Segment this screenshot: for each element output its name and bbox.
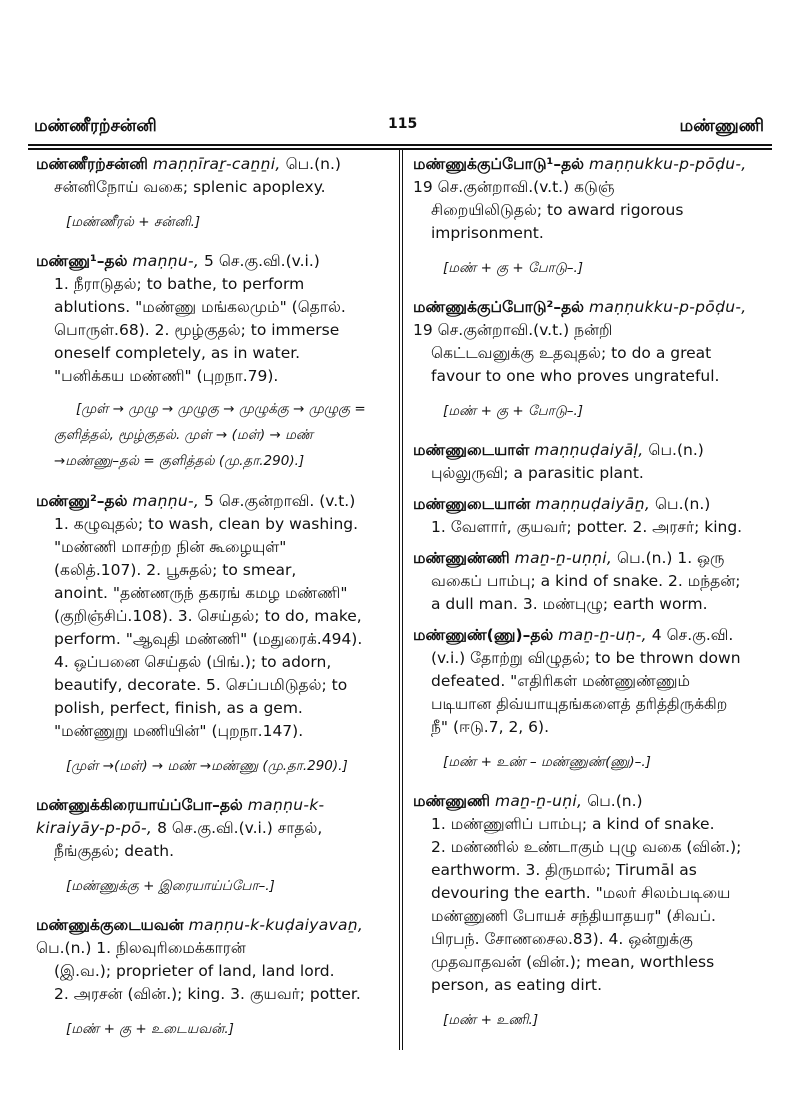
part-of-speech: 19 செ.குன்றாவி.(v.t.) கடுஞ் — [413, 178, 615, 196]
definition-line: favour to one who proves ungrateful. — [431, 367, 720, 385]
entry-head-line — [413, 493, 765, 516]
definition-line: 1. கழுவுதல்; to wash, clean by washing. — [54, 515, 359, 533]
part-of-speech: பெ.(n.) — [587, 792, 643, 810]
definition-line: "பனிக்கய மண்ணி" (புறநா.79). — [54, 367, 279, 385]
dictionary-entry — [36, 153, 388, 199]
entry-head-line — [413, 153, 765, 199]
etymology: [மண் + உண் – மண்ணுண்(ணு)–.] — [443, 754, 651, 770]
definition-line: 2. மண்ணில் உண்டாகும் புழு வகை (வின்.); — [431, 838, 742, 856]
definition-line: நீ" (ஈடு.7, 2, 6). — [431, 718, 549, 736]
part-of-speech: பெ.(n.) — [648, 441, 704, 459]
transliteration: maṇṇukku-p-pōḍu-, — [589, 298, 747, 316]
part-of-speech: பெ.(n.) 1. ஒரு — [617, 549, 725, 567]
dictionary-entry — [413, 296, 765, 388]
definition-line: (v.i.) தோற்று விழுதல்; to be thrown down — [431, 649, 741, 667]
headword: மண்ணுடையான் — [413, 495, 531, 513]
definition-line: polish, perfect, finish, as a gem. — [54, 699, 303, 717]
definition-line: 1. மண்ணுளிப் பாம்பு; a kind of snake. — [431, 815, 715, 833]
header-right-guideword: மண்ணுணி — [679, 116, 764, 136]
part-of-speech: 8 செ.கு.வி.(v.i.) சாதல், — [157, 819, 323, 837]
definition-line: oneself completely, as in water. — [54, 344, 301, 362]
transliteration: maṇṇu-, — [132, 252, 200, 270]
dictionary-entry — [36, 250, 388, 388]
definition-line: 1. வேளார், குயவர்; potter. 2. அரசர்; king. — [431, 518, 743, 536]
part-of-speech: 5 செ.கு.வி.(v.i.) — [204, 252, 320, 270]
definition-line: perform. "ஆவுதி மண்ணி" (மதுரைக்.494). — [54, 630, 363, 648]
definition-line: 1. நீராடுதல்; to bathe, to perform — [54, 275, 305, 293]
headword: மண்ணுணி — [413, 792, 491, 810]
definition-line: முதவாதவன் (வின்.); mean, worthless — [431, 953, 715, 971]
transliteration: maṇṇu-k-kiraiyāy-p-pō-, — [36, 796, 325, 837]
definition-line: 4. ஒப்பனை செய்தல் (பிங்.); to adorn, — [54, 653, 332, 671]
part-of-speech: 5 செ.குன்றாவி. (v.t.) — [204, 492, 356, 510]
etymology: [முள் →(மள்) → மண் →மண்ணு (மு.தா.290).] — [66, 758, 348, 774]
part-of-speech: பெ.(n.) — [654, 495, 711, 513]
headword: மண்ணுண்ணி — [413, 549, 510, 567]
headword: மண்ணு¹–தல் — [36, 252, 128, 270]
definition-line: (கலித்.107). 2. பூசுதல்; to smear, — [54, 561, 297, 579]
headword: மண்ணுண்(ணு)–தல் — [413, 626, 554, 644]
definition-line: devouring the earth. "மலர் சிலம்படியை — [431, 884, 731, 902]
left-column — [36, 153, 388, 1057]
definition-line: நீங்குதல்; death. — [54, 842, 175, 860]
definition-line: சிறையிலிடுதல்; to award rigorous — [431, 201, 684, 219]
entry-head-line — [36, 250, 388, 273]
etymology: [மண்ணீரல் + சன்னி.] — [66, 214, 201, 230]
headword: மண்ணீரற்சன்னி — [36, 155, 148, 173]
dictionary-entry — [36, 914, 388, 1006]
dictionary-entry — [36, 490, 388, 743]
part-of-speech: 4 செ.கு.வி. — [651, 626, 734, 644]
definition-line: (குறிஞ்சிப்.108). 3. செய்தல்; to do, make, — [54, 607, 362, 625]
etymology-line: குளித்தல், மூழ்குதல். முள் → (மள்) → மண் — [54, 427, 314, 443]
headword: மண்ணுக்கிரையாய்ப்போ–தல் — [36, 796, 243, 814]
right-column — [413, 153, 765, 1048]
headword: மண்ணுக்குடையவன் — [36, 916, 184, 934]
etymology-line: [முள் → முழு → முழுகு → முழுக்கு → முழுகு = — [76, 401, 366, 417]
page-header — [0, 108, 800, 148]
transliteration: maṇṇuḍaiyāḷ, — [534, 441, 644, 459]
headword: மண்ணுடையாள் — [413, 441, 530, 459]
definition-line: "மண்ணுறு மணியின்" (புறநா.147). — [54, 722, 304, 740]
etymology: [மண் + கு + போடு–.] — [443, 403, 584, 419]
transliteration: maṇṇu-, — [132, 492, 200, 510]
dictionary-entry — [36, 794, 388, 863]
part-of-speech: பெ.(n.) 1. நிலவுரிமைக்காரன் — [36, 939, 246, 957]
definition-line: பிரபந். சோணசைல.83). 4. ஒன்றுக்கு — [431, 930, 693, 948]
headword: மண்ணு²–தல் — [36, 492, 128, 510]
part-of-speech: பெ.(n.) — [285, 155, 341, 173]
definition-line: படியான திவ்யாயுதங்களைத் தரித்திருக்கிற — [431, 695, 728, 713]
headword: மண்ணுக்குப்போடு¹–தல் — [413, 155, 585, 173]
definition-line: beautify, decorate. 5. செப்பமிடுதல்; to — [54, 676, 348, 694]
transliteration: maṇṇīraṟ-caṉṉi, — [152, 155, 281, 173]
definition-line: a dull man. 3. மண்புழு; earth worm. — [431, 595, 708, 613]
definition-line: மண்ணுணி போயச் சந்தியாதயர" (சிவப். — [431, 907, 716, 925]
entry-head-line — [413, 296, 765, 342]
definition-line: வகைப் பாம்பு; a kind of snake. 2. மந்தன்; — [431, 572, 741, 590]
dictionary-entry — [413, 547, 765, 616]
header-left-guideword: மண்ணீரற்சன்னி — [34, 116, 157, 136]
definition-line: ablutions. "மண்ணு மங்கலமும்" (தொல். — [54, 298, 346, 316]
etymology: [மண் + கு + போடு–.] — [443, 260, 584, 276]
etymology — [36, 396, 388, 474]
dictionary-entry — [413, 153, 765, 245]
entry-head-line — [413, 439, 765, 462]
header-rule — [28, 144, 772, 146]
dictionary-entry — [413, 790, 765, 997]
definition-line: imprisonment. — [431, 224, 544, 242]
entry-head-line — [36, 794, 388, 840]
transliteration: maṇṇukku-p-pōḍu-, — [589, 155, 747, 173]
transliteration: maṉ-ṉ-uṇ-, — [558, 626, 647, 644]
entry-head-line — [413, 790, 765, 813]
definition-line: சன்னிநோய் வகை; splenic apoplexy. — [54, 178, 326, 196]
transliteration: maṉ-ṉ-uṇi, — [494, 792, 583, 810]
headword: மண்ணுக்குப்போடு²–தல் — [413, 298, 585, 316]
transliteration: maṉ-ṉ-uṇṇi, — [514, 549, 613, 567]
entry-head-line — [36, 490, 388, 513]
part-of-speech: 19 செ.குன்றாவி.(v.t.) நன்றி — [413, 321, 613, 339]
etymology: [மண் + கு + உடையவன்.] — [66, 1021, 234, 1037]
column-divider — [399, 150, 403, 1050]
definition-line: (இ.வ.); proprieter of land, land lord. — [54, 962, 335, 980]
definition-line: person, as eating dirt. — [431, 976, 603, 994]
definition-line: 2. அரசன் (வின்.); king. 3. குயவர்; potter. — [54, 985, 361, 1003]
definition-line: defeated. "எதிரிகள் மண்ணுண்ணும் — [431, 672, 690, 690]
etymology-line: →மண்ணு–தல் = குளித்தல் (மு.தா.290).] — [54, 453, 305, 469]
definition-line: anoint. "தண்ணருந் தகரங் கமழ மண்ணி" — [54, 584, 348, 602]
definition-line: "மண்ணி மாசற்ற நின் கூழையுள்" — [54, 538, 287, 556]
entry-head-line — [413, 547, 765, 570]
definition-line: புல்லுருவி; a parasitic plant. — [431, 464, 644, 482]
etymology: [மண் + உணி.] — [443, 1012, 539, 1028]
etymology: [மண்ணுக்கு + இரையாய்ப்போ–.] — [66, 878, 275, 894]
definition-line: கெட்டவனுக்கு உதவுதல்; to do a great — [431, 344, 712, 362]
transliteration: maṇṇuḍaiyāṉ, — [535, 495, 651, 513]
transliteration: maṇṇu-k-kuḍaiyavaṉ, — [188, 916, 364, 934]
definition-line: பொருள்.68). 2. மூழ்குதல்; to immerse — [54, 321, 340, 339]
definition-line: earthworm. 3. திருமால்; Tirumāl as — [431, 861, 697, 879]
dictionary-entry — [413, 624, 765, 739]
entry-head-line — [413, 624, 765, 647]
entry-head-line — [36, 914, 388, 960]
page-number: 115 — [388, 116, 418, 132]
dictionary-entry — [413, 439, 765, 485]
entry-head-line — [36, 153, 388, 176]
dictionary-entry — [413, 493, 765, 539]
